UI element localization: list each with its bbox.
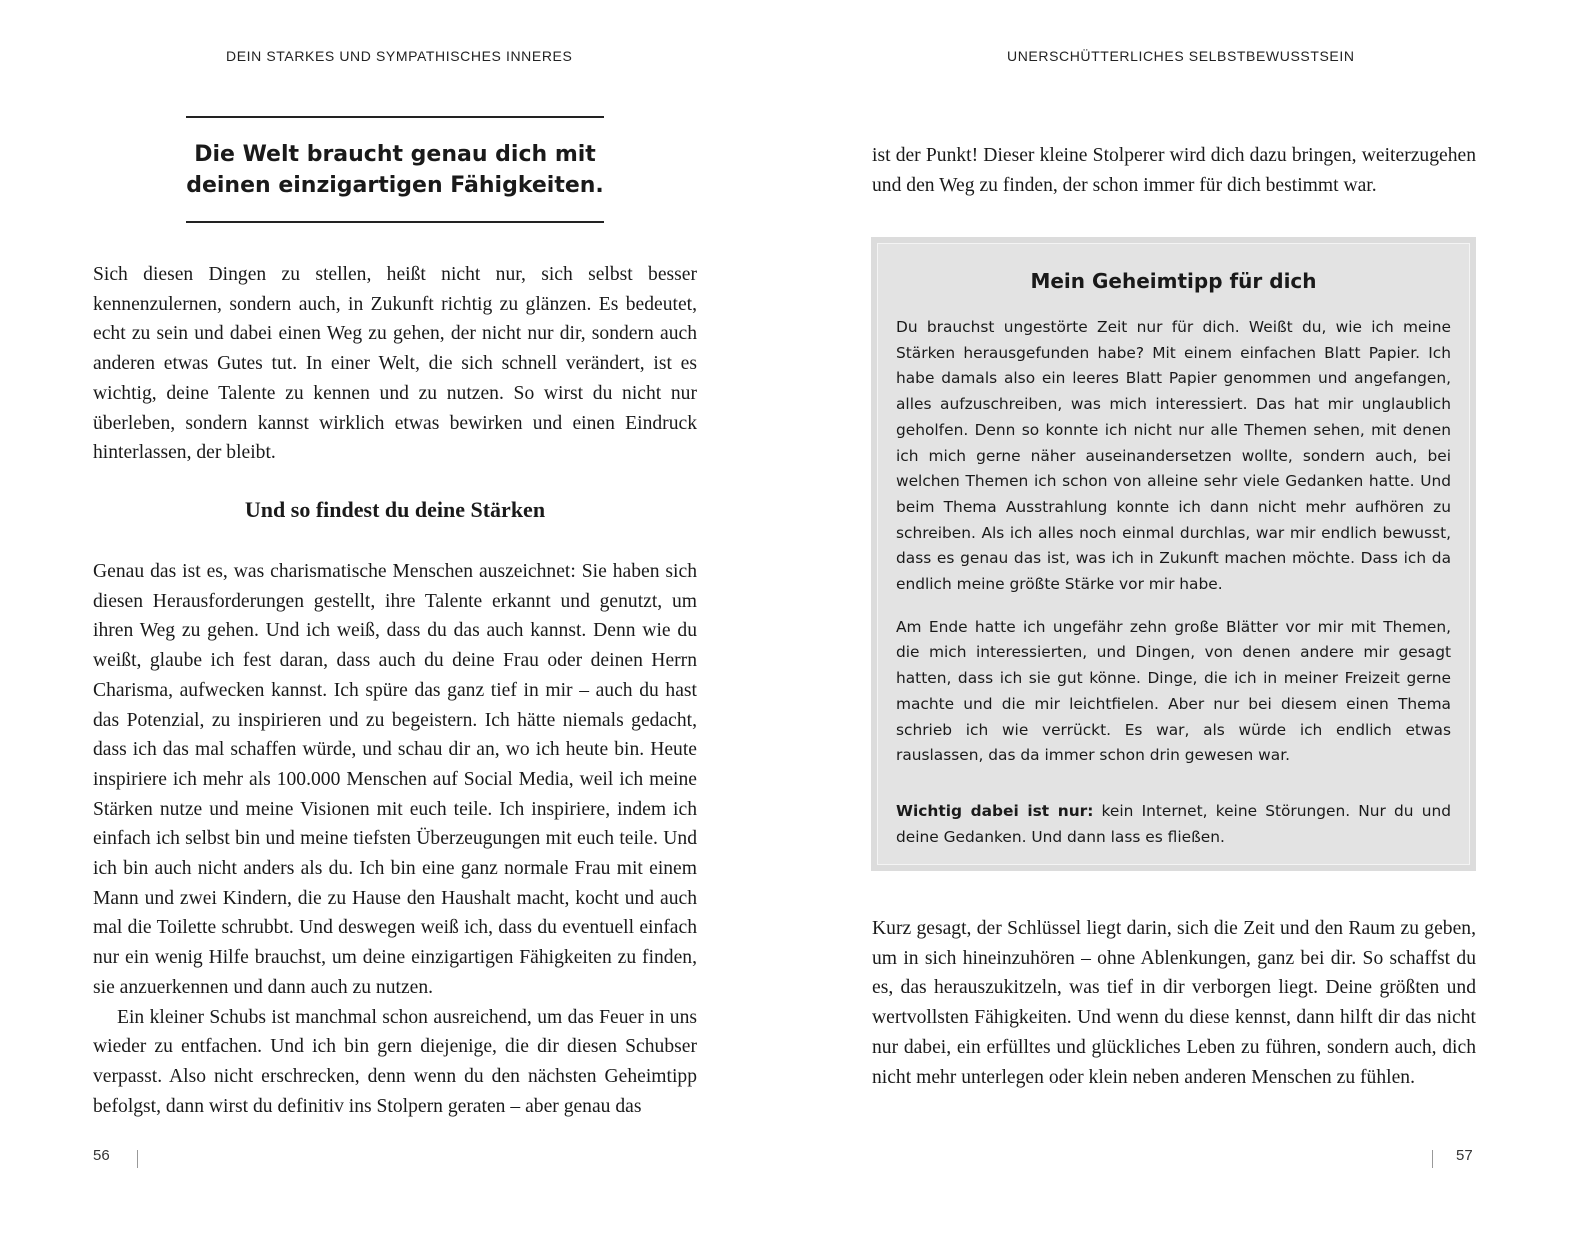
page-number-divider <box>137 1150 138 1168</box>
tip-important <box>896 799 1451 850</box>
pull-quote: Die Welt braucht genau dich mit deinen einzigartigen Fähigkeiten. <box>186 116 604 223</box>
important-text: kein Internet, keine Störungen. Nur du und deine Gedanken. Und dann lass es fließen. <box>896 801 1451 846</box>
running-head-right: UNERSCHÜTTERLICHES SELBSTBEWUSSTSEIN <box>1007 48 1355 64</box>
paragraph: Ein kleiner Schubs ist manchmal schon ausreichend, um das Feuer in uns wieder zu entfachen. Und ich bin gern diejenige, die dir diesen Schubser verpasst. Also nicht erschrecken, denn wenn du den nächsten Geheimtipp befolgst, dann wirst du definitiv ins Stolpern geraten – aber genau das <box>93 1006 697 1117</box>
important-label: Wichtig dabei ist nur: <box>896 801 1094 820</box>
paragraph: Sich diesen Dingen zu stellen, heißt nicht nur, sich selbst besser kennenzulernen, sondern auch, in Zukunft richtig zu glänzen. Es bedeutet, echt zu sein und dabei einen Weg zu gehen, der nicht nur dir, sondern auch anderen etwas Gutes tut. In einer Welt, die sich schnell verändert, ist es wichtig, deine Talente zu kennen und zu nutzen. So wirst du nicht nur überleben, sondern kannst wirklich etwas bewirken und einen Eindruck hinterlassen, der bleibt. <box>93 264 697 464</box>
intro-paragraph <box>93 260 697 468</box>
page-number-right: 57 <box>1456 1147 1473 1164</box>
tip-paragraph: Du brauchst ungestörte Zeit nur für dich. Weißt du, wie ich meine Stärken herausgefunden habe? Mit einem einfachen Blatt Papier. Ich habe damals also ein leeres Blatt Papier genommen und angefangen, alles aufzuschreiben, was mich interessiert. Das hat mir unglaublich geholfen. Denn so konnte ich nicht nur alle Themen sehen, mit denen ich mich gerne näher auseinandersetzen wollte, sondern auch, bei welchen Themen ich schon von alleine sehr viele Gedanken hatte. Und beim Thema Ausstrahlung konnte ich dann nicht mehr aufhören zu schreiben. Als ich alles noch einmal durchlas, war mir endlich bewusst, dass es genau das ist, was ich in Zukunft machen möchte. Dass ich da endlich meine größte Stärke vor mir habe. <box>896 318 1451 594</box>
body-text-left <box>93 557 697 1121</box>
tip-paragraph: Am Ende hatte ich ungefähr zehn große Blätter vor mir mit Themen, die mich interessierten, und Dingen, von denen andere mir gesagt hatten, dass ich sie gut könne. Dinge, die ich in meiner Freizeit gerne machte und die mir leichtfielen. Aber nur bei diesem einen Thema schrieb ich wie verrückt. Es war, als würde ich endlich etwas rauslassen, das da immer schon drin gewesen war. <box>896 617 1451 765</box>
paragraph: Kurz gesagt, der Schlüssel liegt darin, sich die Zeit und den Raum zu geben, um in sich hineinzuhören – ohne Ablenkungen, ganz bei dir. So schaffst du es, das herauszukitzeln, was tief in dir verborgen liegt. Deine größten und wertvollsten Fähigkeiten. Und wenn du diese kennst, dann hilft dir das nicht nur dabei, ein erfülltes und glückliches Leben zu führen, sondern auch, dich nicht mehr unterlegen oder klein neben anderen Menschen zu fühlen. <box>872 918 1476 1088</box>
continuation-paragraph <box>872 141 1476 200</box>
tip-box-title: Mein Geheimtipp für dich <box>1030 269 1317 293</box>
paragraph: Genau das ist es, was charismatische Menschen auszeichnet: Sie haben sich diesen Herausforderungen gestellt, ihre Talente erkannt und genutzt, um ihren Weg zu gehen. Und ich weiß, dass du das auch kannst. Denn wie du weißt, glaube ich fest daran, dass auch du deine Frau oder deinen Herrn Charisma, aufwecken kannst. Ich spüre das ganz tief in mir – auch du hast das Potenzial, zu inspirieren und zu begeistern. Ich hätte niemals gedacht, dass ich das mal schaffen würde, und schau dir an, wo ich heute bin. Heute inspiriere ich mehr als 100.000 Menschen auf Social Media, weil ich meine Stärken nutze und meine Visionen mit euch teile. Ich inspiriere, indem ich einfach ich selbst bin und meine tiefsten Überzeugungen mit euch teile. Und ich bin auch nicht anders als du. Ich bin eine ganz normale Frau mit einem Mann und zwei Kindern, die zu Hause den Haushalt macht, kocht und auch mal die Toilette schrubbt. Und deswegen weiß ich, dass du eventuell einfach nur ein wenig Hilfe brauchst, um deine einzigartigen Fähigkeiten zu finden, sie anzuerkennen und dann auch zu nutzen. <box>93 561 697 998</box>
tip-box <box>871 237 1476 871</box>
page-number-divider <box>1432 1150 1433 1168</box>
section-heading: Und so findest du deine Stärken <box>244 497 546 522</box>
page-number-left: 56 <box>93 1147 110 1164</box>
closing-paragraph <box>872 914 1476 1092</box>
running-head-left: DEIN STARKES UND SYMPATHISCHES INNERES <box>226 48 573 64</box>
paragraph: ist der Punkt! Dieser kleine Stolperer wird dich dazu bringen, weiterzugehen und den Weg zu finden, der schon immer für dich bestimmt war. <box>872 145 1476 196</box>
